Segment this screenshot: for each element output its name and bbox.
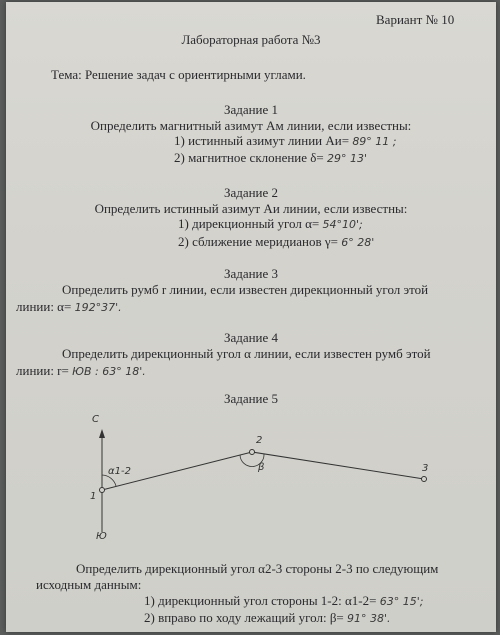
- point-3-marker: [422, 477, 427, 482]
- south-label: Ю: [96, 531, 107, 542]
- task1-statement: Определить магнитный азимут Aм линии, если известны:: [90, 118, 412, 133]
- worksheet: [6, 2, 496, 632]
- task3-statement-line1: Определить румб r линии, если известен дирекционный угол этой: [62, 282, 429, 297]
- task5-statement-line2: исходным данным:: [36, 577, 142, 592]
- alpha-label: α1-2: [108, 466, 131, 477]
- beta-label: β: [258, 462, 265, 473]
- task5-statement-line1: Определить дирекционный угол α2-3 стороны 2-3 по следующим: [76, 561, 439, 576]
- task5-item1: 1) дирекционный угол стороны 1-2: α1-2= 63° 15';: [144, 593, 424, 608]
- side-2-3: [252, 452, 424, 479]
- task4-value: ЮВ : 63° 18'.: [72, 365, 146, 378]
- task2-item2-value: 6° 28': [341, 236, 375, 249]
- task5-item2-value: 91° 38'.: [347, 612, 391, 625]
- page-title: Лабораторная работа №3: [181, 32, 321, 47]
- task5-heading: Задание 5: [223, 391, 279, 406]
- task2-item1-value: 54°10';: [322, 218, 363, 231]
- task1-item1-value: 89° 11 ;: [352, 135, 397, 148]
- task2-item1: 1) дирекционный угол α= 54°10';: [178, 216, 363, 231]
- traverse-diagram: [86, 407, 446, 542]
- task5-item2: 2) вправо по ходу лежащий угол: β= 91° 38'.: [144, 610, 391, 625]
- task3-value: 192°37'.: [74, 301, 122, 314]
- north-label: С: [92, 414, 99, 425]
- point-2-label: 2: [256, 435, 263, 446]
- task3-heading: Задание 3: [223, 266, 279, 281]
- task4-statement-line2: линии: r= ЮВ : 63° 18'.: [16, 363, 146, 378]
- task1-item2-value: 29° 13': [327, 152, 368, 165]
- point-1-marker: [100, 488, 105, 493]
- task1-heading: Задание 1: [223, 102, 279, 117]
- point-1-label: 1: [90, 491, 97, 502]
- point-2-marker: [250, 450, 255, 455]
- task1-item1: 1) истинный азимут линии Aи= 89° 11 ;: [174, 133, 397, 148]
- variant-label: Вариант № 10: [376, 12, 455, 27]
- task2-item2: 2) сближение меридианов γ= 6° 28': [178, 234, 375, 249]
- point-3-label: 3: [422, 463, 429, 474]
- topic-line: Тема: Решение задач с ориентирными углами.: [51, 67, 306, 82]
- task1-item2: 2) магнитное склонение δ= 29° 13': [174, 150, 368, 165]
- task2-statement: Определить истинный азимут Aи линии, если известны:: [94, 201, 408, 216]
- north-arrow-icon: [99, 429, 105, 438]
- task4-heading: Задание 4: [223, 330, 279, 345]
- task4-statement-line1: Определить дирекционный угол α линии, если известен румб этой: [62, 346, 431, 361]
- task3-statement-line2: линии: α= 192°37'.: [16, 299, 122, 314]
- task2-heading: Задание 2: [223, 185, 279, 200]
- task5-item1-value: 63° 15';: [379, 595, 424, 608]
